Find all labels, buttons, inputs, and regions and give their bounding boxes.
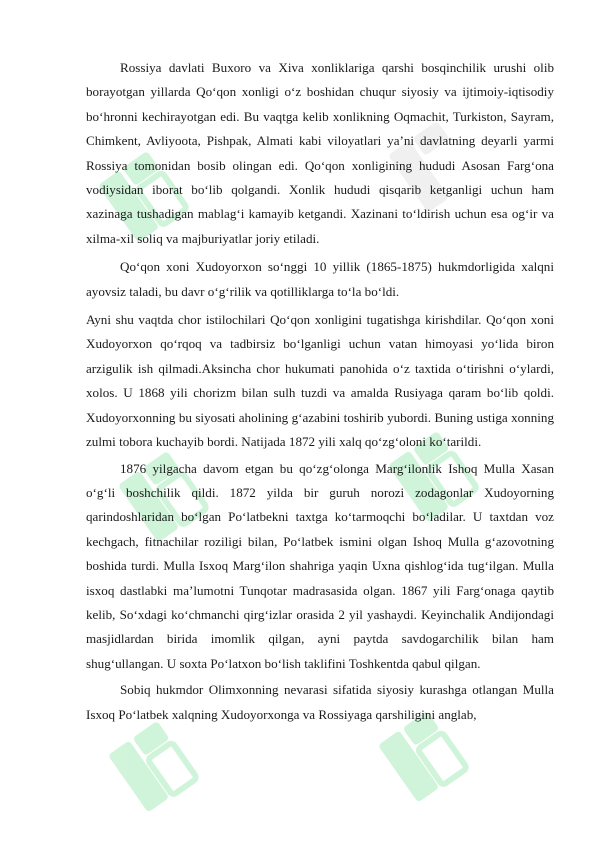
paragraph: Qo‘qon xoni Xudoyorxon so‘nggi 10 yillik (1865-1875) hukmdorligida xalqni ayovsiz taladi, bu davr o‘g‘rilik va qotilliklarga to‘la bo‘ldi. xyxy=(86,259,554,299)
document-body xyxy=(86,56,554,727)
paragraph: 1876 yilgacha davom etgan bu qo‘zg‘olonga Marg‘ilonlik Ishoq Mulla Xasan o‘g‘li boshchilik qildi. 1872 yilda bir guruh norozi zodagonlar Xudoyorning qarindoshlaridan bo‘lgan Po‘latbekni taxtga ko‘tarmoqchi bo‘ladilar. U taxtdan voz kechgach, fitnachilar roziligi bilan, Po‘latbek ismini olgan Ishoq Mulla g‘azovotning boshida turdi. Mulla Isxoq Marg‘ilon shahriga yaqin Uxna qishlog‘ida tug‘ilgan. Mulla isxoq dastlabki ma’lumotni Tunqotar madrasasida olgan. 1867 yili Farg‘onaga qaytib kelib, So‘xdagi ko‘chmanchi qirg‘izlar orasida 2 yil yashaydi. Keyinchalik Andijondagi masjidlardan birida imomlik qilgan, ayni paytda savdogarchilik bilan ham shug‘ullangan. U soxta Po‘latxon bo‘lish taklifini Toshkentda qabul qilgan. xyxy=(86,460,554,671)
paragraph: Ayni shu vaqtda chor istilochilari Qo‘qon xonligini tugatishga kirishdilar. Qo‘qon xoni Xudoyorxon qo‘rqoq va tadbirsiz bo‘lganligi uchun vatan himoyasi yo‘lida biron arzigulik ish qilmadi.Aksincha chor hukumati panohida o‘z taxtida o‘tirishni o‘ylardi, xolos. U 1868 yili chorizm bilan sulh tuzdi va amalda Rusiyaga qaram bo‘lib qoldi. Xudoyorxonning bu siyosati aholining g‘azabini toshirib yubordi. Buning ustiga xonning zulmi tobora kuchayib bordi. Natijada 1872 yili xalq qo‘zg‘oloni ko‘tarildi. xyxy=(86,312,554,450)
paragraph: Sobiq hukmdor Olimxonning nevarasi sifatida siyosiy kurashga otlangan Mulla Isxoq Po‘latbek xalqning Xudoyorxonga va Rossiyaga qarshiligini anglab, xyxy=(86,682,554,722)
paragraph: Rossiya davlati Buxoro va Xiva xonliklariga qarshi bosqinchilik urushi olib borayotgan yillarda Qo‘qon xonligi o‘z boshidan chuqur siyosiy va ijtimoiy-iqtisodiy bo‘hronni kechirayotgan edi. Bu vaqtga kelib xonlikning Oqmachit, Turkiston, Sayram, Chimkent, Avliyoota, Pishpak, Almati kabi viloyatlari ya’ni davlatning deyarli yarmi Rossiya tomonidan bosib olingan edi. Qo‘qon xonligining hududi Asosan Farg‘ona vodiysidan iborat bo‘lib qolgandi. Xonlik hududi qisqarib ketganligi uchun ham xazinaga tushadigan mablag‘i kamayib ketgandi. Xazinani to‘ldirish uchun esa og‘ir va xilma-xil soliq va majburiyatlar joriy etiladi. xyxy=(86,60,554,246)
